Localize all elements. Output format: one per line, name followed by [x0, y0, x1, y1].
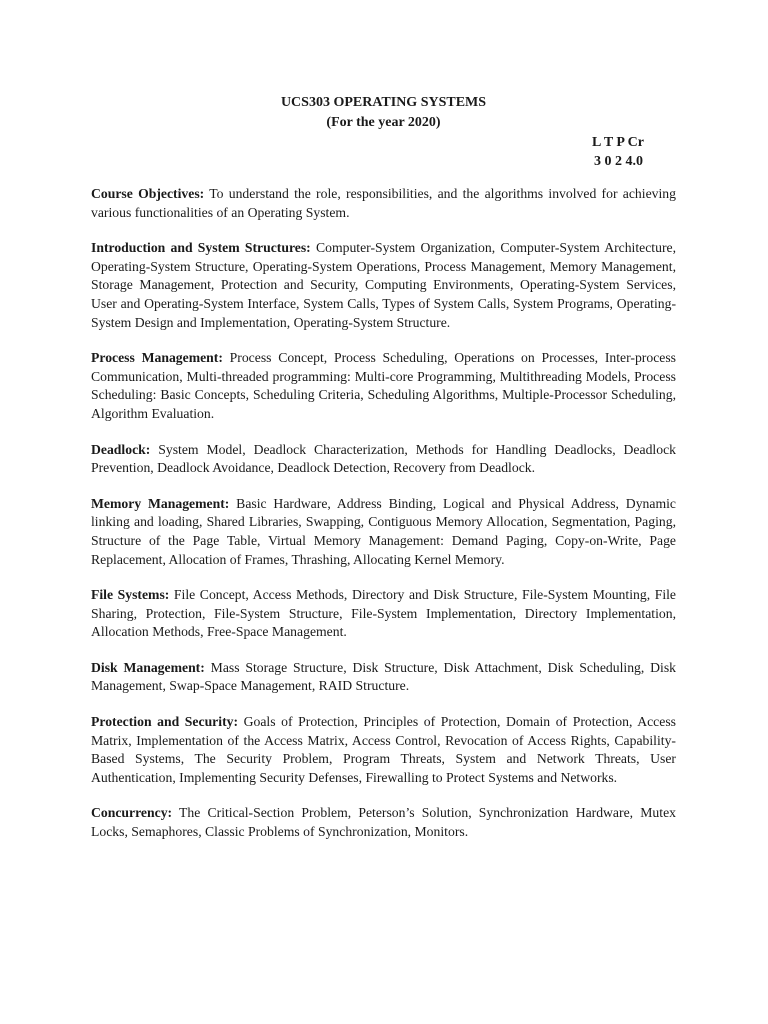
section-text: Process Concept, Process Scheduling, Operations on Processes, Inter-process Communication, Multi-threaded programming: Multi-core Programming, Multithreading Models, Process Scheduling: Basic Concepts, Scheduling Criteria, Scheduling Algorithms, Multiple-Processor Scheduling, Algorithm Evaluation.	[91, 350, 676, 421]
section-title: Process Management:	[91, 350, 223, 366]
section-title: Introduction and System Structures:	[91, 240, 311, 256]
section-title: Memory Management:	[91, 495, 230, 511]
syllabus-sections	[91, 185, 676, 842]
section-disk-management	[91, 659, 676, 696]
section-title: Disk Management:	[91, 659, 205, 675]
section-course-objectives	[91, 185, 676, 222]
section-title: Deadlock:	[91, 441, 151, 457]
section-text: Computer-System Organization, Computer-System Architecture, Operating-System Structure, Operating-System Operations, Process Management, Memory Management, Storage Management, Protection and Security, Computing Environments, Operating-System Services, User and Operating-System Interface, System Calls, Types of System Calls, System Programs, Operating-System Design and Implementation, Operating-System Structure.	[91, 240, 677, 330]
section-text: Basic Hardware, Address Binding, Logical and Physical Address, Dynamic linking and loading, Shared Libraries, Swapping, Contiguous Memory Allocation, Segmentation, Paging, Structure of the Page Table, Virtual Memory Management: Demand Paging, Copy-on-Write, Page Replacement, Allocation of Frames, Thrashing, Allocating Kernel Memory.	[91, 495, 676, 567]
section-title: Protection and Security:	[91, 714, 239, 730]
section-text: Goals of Protection, Principles of Protection, Domain of Protection, Access Matrix, Implementation of the Access Matrix, Access Control, Revocation of Access Rights, Capability-Based Systems, The Security Problem, Program Threats, System and Network Threats, User Authentication, Implementing Security Defenses, Firewalling to Protect Systems and Networks.	[91, 714, 676, 785]
section-protection-security	[91, 713, 676, 787]
section-deadlock	[91, 441, 676, 478]
credit-block	[91, 133, 676, 171]
section-introduction	[91, 239, 676, 332]
course-title: UCS303 OPERATING SYSTEMS	[280, 95, 487, 110]
section-title: Course Objectives:	[91, 186, 205, 201]
section-title: Concurrency:	[91, 805, 173, 821]
section-concurrency	[91, 804, 676, 841]
section-text: Mass Storage Structure, Disk Structure, Disk Attachment, Disk Scheduling, Disk Management, Swap-Space Management, RAID Structure.	[91, 659, 676, 694]
section-memory-management	[91, 495, 676, 569]
section-text: System Model, Deadlock Characterization, Methods for Handling Deadlocks, Deadlock Prevention, Deadlock Avoidance, Deadlock Detection, Recovery from Deadlock.	[91, 441, 676, 476]
section-title: File Systems:	[91, 587, 170, 603]
section-file-systems	[91, 586, 676, 642]
section-process-management	[91, 349, 676, 423]
course-year: (For the year 2020)	[326, 115, 441, 130]
ltp-values: 3 0 2 4.0	[594, 154, 643, 169]
syllabus-page	[91, 93, 676, 859]
section-text: To understand the role, responsibilities, and the algorithms involved for achieving various functionalities of an Operating System.	[91, 186, 676, 220]
ltp-header: L T P Cr	[592, 135, 645, 150]
section-text: The Critical-Section Problem, Peterson’s Solution, Synchronization Hardware, Mutex Locks, Semaphores, Classic Problems of Synchronization, Monitors.	[91, 805, 676, 840]
section-text: File Concept, Access Methods, Directory and Disk Structure, File-System Mounting, File Sharing, Protection, File-System Structure, File-System Implementation, Directory Implementation, Allocation Methods, Free-Space Management.	[91, 587, 676, 640]
